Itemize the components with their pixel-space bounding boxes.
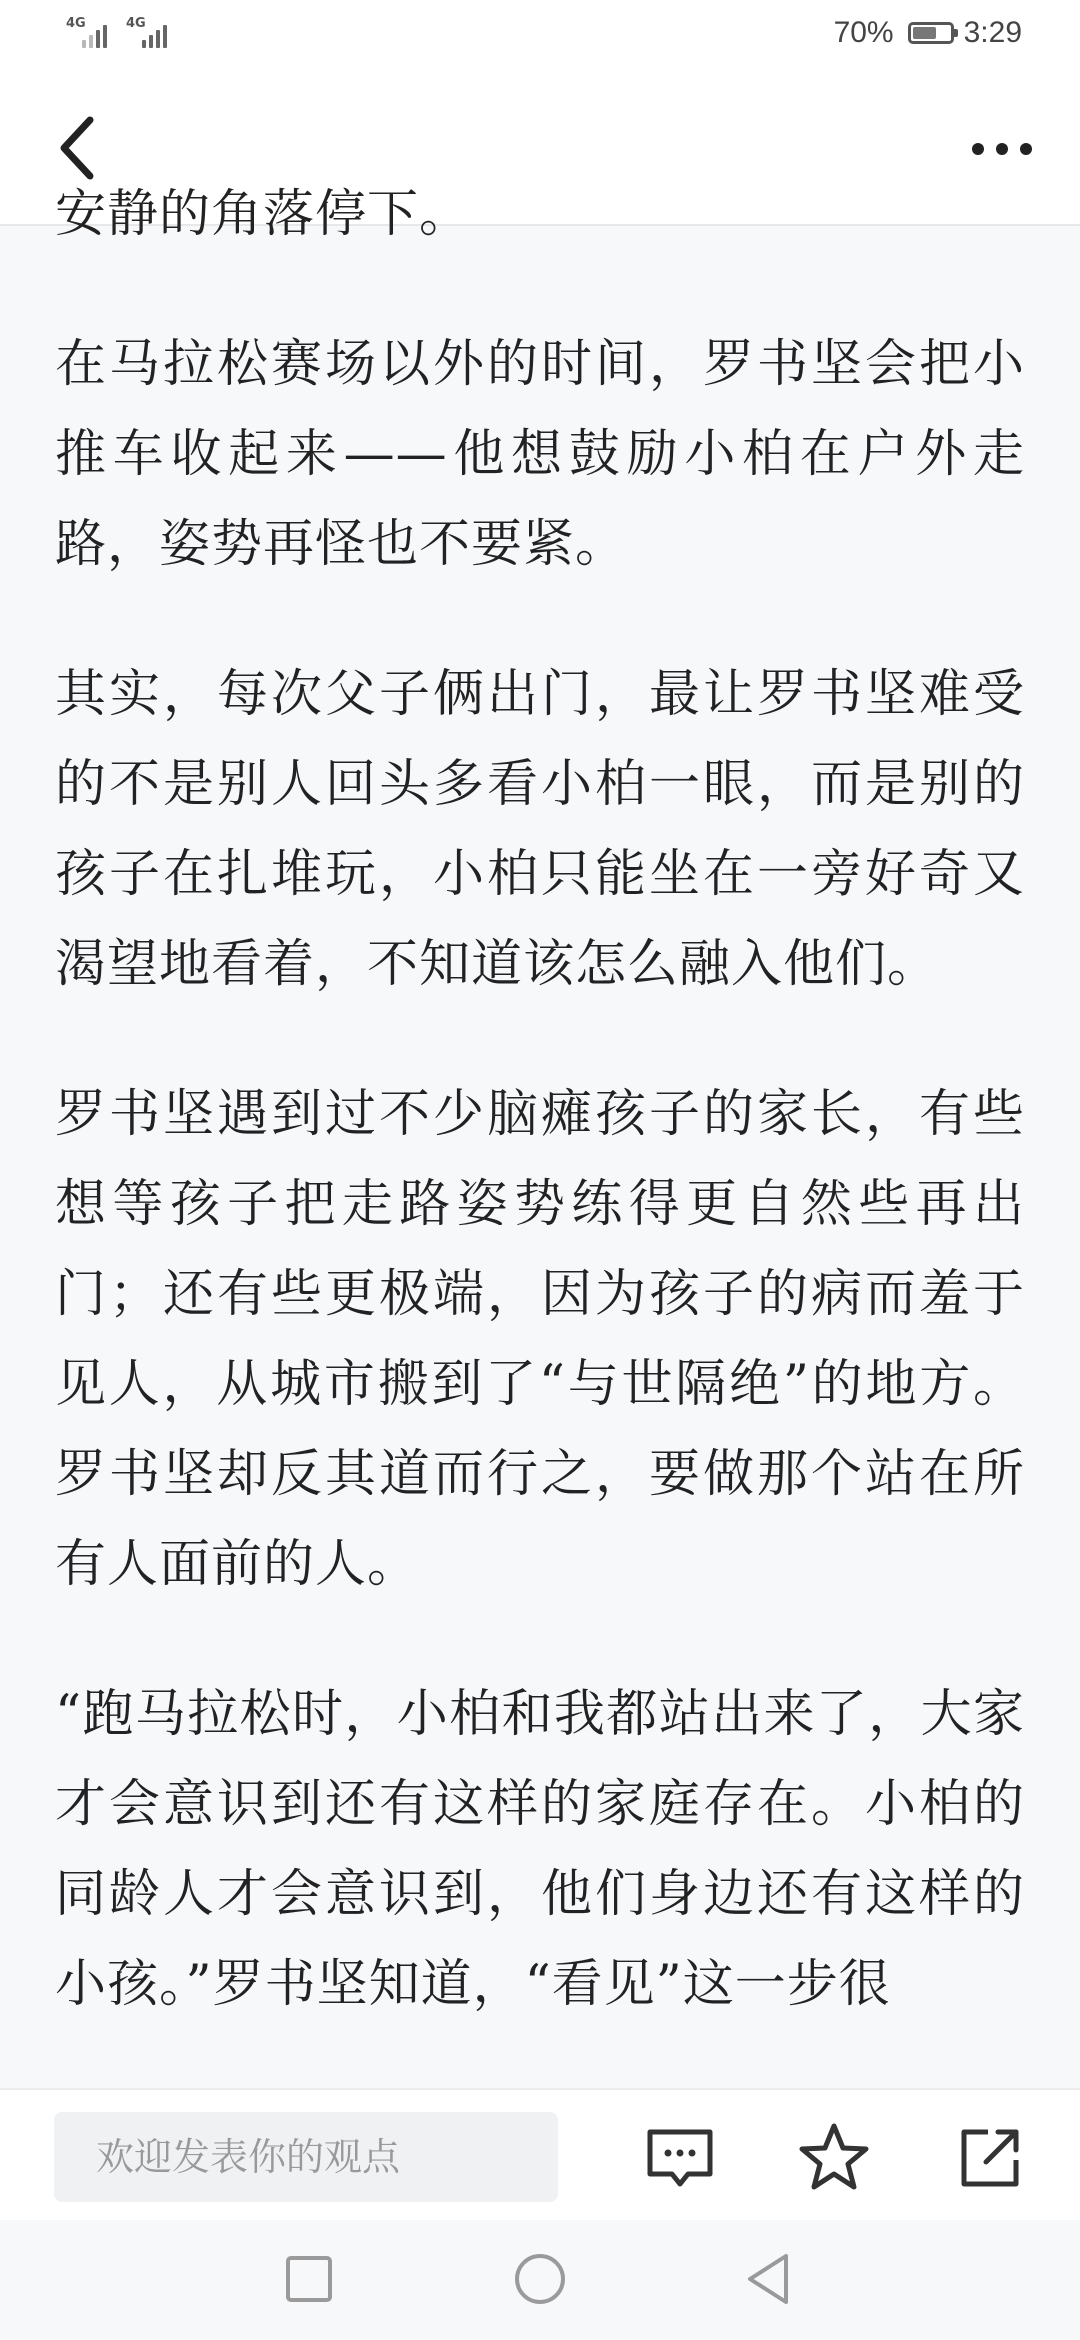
- comment-input[interactable]: 欢迎发表你的观点: [54, 2112, 558, 2202]
- status-bar: [0, 0, 1080, 74]
- article-body[interactable]: [0, 185, 1080, 2088]
- square-recents-icon: [274, 2244, 344, 2314]
- comment-button[interactable]: [638, 2116, 722, 2200]
- star-icon: [792, 2116, 876, 2200]
- system-back-button[interactable]: [734, 2244, 804, 2314]
- article-paragraph: 罗书坚遇到过不少脑瘫孩子的家长，有些想等孩子把走路姿势练得更自然些再出门；还有些更极端，因为孩子的病而羞于见人，从城市搬到了“与世隔绝”的地方。罗书坚却反其道而行之，要做那个站在所有人面前的人。: [55, 1085, 1025, 1594]
- cell-signal-icon-1: [66, 18, 110, 48]
- battery-fill: [913, 27, 937, 39]
- article-paragraph: 在马拉松赛场以外的时间，罗书坚会把小推车收起来——他想鼓励小柏在户外走路，姿势再怪也不要紧。: [55, 335, 1025, 574]
- clock: 3:29: [963, 16, 1022, 49]
- article-paragraph: 安静的角落停下。: [55, 185, 472, 244]
- share-button[interactable]: [948, 2116, 1032, 2200]
- system-nav-bar: [0, 2220, 1080, 2340]
- article-paragraph: “跑马拉松时，小柏和我都站出来了，大家才会意识到还有这样的家庭存在。小柏的同龄人才会意识到，他们身边还有这样的小孩。”罗书坚知道，“看见”这一步很: [55, 1685, 1025, 2014]
- cell-signal-icon-2: [126, 18, 170, 48]
- favorite-button[interactable]: [792, 2116, 876, 2200]
- circle-home-icon: [505, 2244, 575, 2314]
- comment-icon: [638, 2116, 722, 2200]
- status-right: [834, 16, 1022, 50]
- share-icon: [948, 2116, 1032, 2200]
- article-paragraph: 其实，每次父子俩出门，最让罗书坚难受的不是别人回头多看小柏一眼，而是别的孩子在扎堆玩，小柏只能坐在一旁好奇又渴望地看着，不知道该怎么融入他们。: [55, 665, 1025, 994]
- bottom-action-bar: [0, 2088, 1080, 2220]
- triangle-back-icon: [734, 2244, 804, 2314]
- signal-label-2: 4G: [126, 16, 146, 31]
- article-content: [55, 170, 1025, 2090]
- home-button[interactable]: [505, 2244, 575, 2314]
- signal-label-1: 4G: [66, 16, 86, 31]
- battery-icon: [908, 22, 954, 44]
- battery-percent: 70%: [833, 16, 894, 49]
- recents-button[interactable]: [274, 2244, 344, 2314]
